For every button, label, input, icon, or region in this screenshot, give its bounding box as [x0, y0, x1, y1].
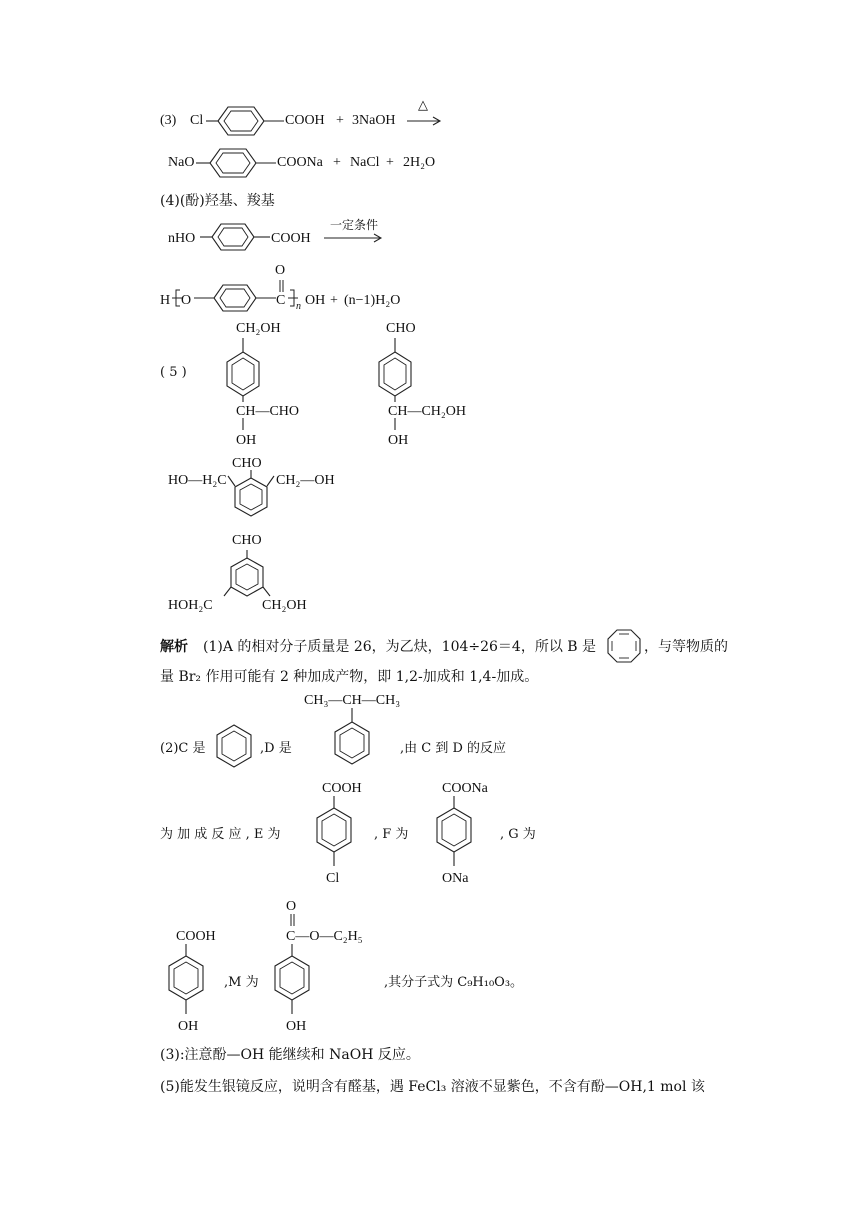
heat-triangle-icon: △ [418, 97, 428, 112]
s3-top-group: CHO [232, 456, 262, 471]
f-top-group: COONa [442, 781, 488, 796]
g-bottom-group: OH [178, 1019, 199, 1034]
m-top-group: C—O—C₂H₅ [286, 929, 363, 944]
s4-top-group: CHO [232, 533, 262, 548]
analysis-p4-a: ,M 为 [224, 975, 259, 990]
cyclooctatetraene-ring-icon [606, 628, 642, 664]
benzene-ring-eq3a [206, 104, 286, 140]
sec4-oh: OH [305, 293, 326, 308]
eq3-naoh: 3NaOH [352, 113, 396, 128]
sec4-condition: 一定条件 [330, 218, 379, 232]
benzene-ring-s2 [372, 336, 432, 440]
eq3-cooh: COOH [285, 113, 325, 128]
benzene-ring-e [312, 796, 362, 872]
analysis-p3-b: , F 为 [374, 827, 409, 842]
sec4-water: (n−1)H₂O [344, 293, 401, 308]
s2-bottom-group: OH [388, 433, 409, 448]
eq3-label: (3) [160, 113, 177, 128]
eq3-nacl: NaCl [350, 155, 380, 170]
s1-top-group: CH₂OH [236, 321, 281, 336]
sec4-cooh: COOH [271, 231, 311, 246]
sec4-plus: + [330, 293, 338, 308]
g-top-group: COOH [176, 929, 216, 944]
eq3-water: 2H₂O [403, 155, 436, 170]
benzene-ring-s1 [220, 336, 280, 440]
benzene-ring-eq3b [196, 146, 278, 182]
analysis-p2-c: ,由 C 到 D 的反应 [400, 741, 507, 756]
analysis-p1-b: ，与等物质的 [644, 639, 728, 655]
s3-left-group: HO—H₂C [168, 473, 227, 488]
sec4-o: O [181, 293, 192, 308]
eq3-plus3: + [386, 155, 394, 170]
sec4-nho: nHO [168, 231, 196, 246]
sec5-label: ( 5 ) [160, 365, 187, 380]
benzene-ring-g [164, 944, 214, 1020]
s3-right-group: CH₂—OH [276, 473, 335, 488]
reaction-arrow [405, 116, 445, 126]
benzene-ring-f [432, 796, 482, 872]
eq3-nao: NaO [168, 155, 195, 170]
e-top-group: COOH [322, 781, 362, 796]
s1-side-group: CH—CHO [236, 404, 300, 419]
benzene-ring-s3 [220, 468, 290, 526]
s1-bottom-group: OH [236, 433, 257, 448]
analysis-p2-a: (2)C 是 [160, 741, 206, 756]
f-bottom-group: ONa [442, 871, 469, 886]
analysis-p5: (3):注意酚—OH 能继续和 NaOH 反应。 [160, 1047, 420, 1063]
s4-left-group: HOH₂C [168, 598, 213, 613]
analysis-p4-b: ,其分子式为 C₉H₁₀O₃。 [384, 975, 524, 990]
e-bottom-group: Cl [326, 871, 340, 886]
sec4-n-subscript: n [296, 301, 301, 312]
analysis-p3-c: , G 为 [500, 827, 536, 842]
eq3-plus1: + [336, 113, 344, 128]
benzene-ring-d [330, 708, 380, 774]
analysis-p1-c: 量 Br₂ 作用可能有 2 种加成产物，即 1,2-加成和 1,4-加成。 [160, 669, 539, 685]
m-bottom-group: OH [286, 1019, 307, 1034]
reaction-arrow-sec4 [322, 233, 386, 243]
analysis-p1-a: (1)A 的相对分子质量是 26，为乙炔，104÷26＝4，所以 B 是 [203, 639, 597, 655]
analysis-p3-a: 为 加 成 反 应 , E 为 [160, 827, 281, 842]
sec4-c: C [276, 293, 286, 308]
sec4-h: H [160, 293, 171, 308]
analysis-p2-b: ,D 是 [260, 741, 292, 756]
analysis-p6: (5)能发生银镜反应，说明含有醛基，遇 FeCl₃ 溶液不显紫色，不含有酚—OH,1 mol 该 [160, 1079, 705, 1095]
m-carbonyl-o: O [286, 899, 297, 914]
d-top-group: CH₃—CH—CH₃ [304, 693, 401, 708]
eq3-coona: COONa [277, 155, 323, 170]
sec4-carbonyl-o: O [275, 263, 286, 278]
s2-top-group: CHO [386, 321, 416, 336]
benzene-ring-c [212, 722, 256, 772]
eq3-cl: Cl [190, 113, 204, 128]
s2-side-group: CH—CH₂OH [388, 404, 466, 419]
analysis-heading: 解析 [160, 639, 188, 655]
s4-right-group: CH₂OH [262, 598, 307, 613]
eq3-plus2: + [333, 155, 341, 170]
benzene-ring-sec4a [200, 220, 272, 256]
sec4-heading: (4)(酚)羟基、羧基 [160, 193, 275, 209]
